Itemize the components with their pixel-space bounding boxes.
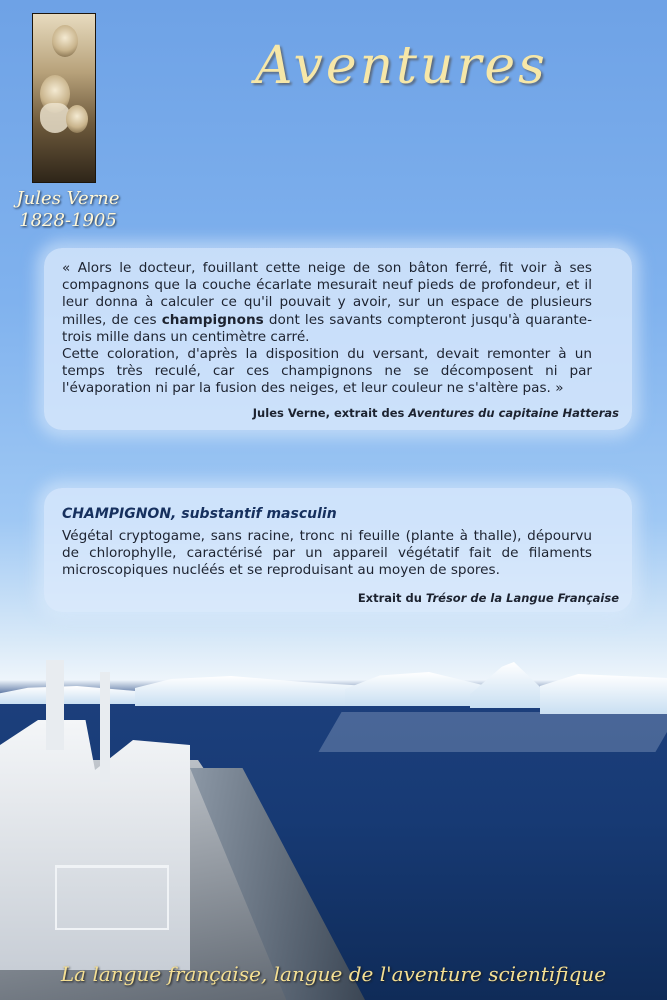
iceberg: [470, 662, 550, 708]
iceberg: [135, 676, 375, 706]
definition-source-prefix: Extrait du: [357, 591, 426, 605]
quote-source: [253, 406, 619, 420]
jules-verne-portrait: [32, 13, 96, 183]
ship-wake: [318, 712, 667, 752]
quote-bold-word: champignons: [161, 311, 264, 328]
iceberg: [345, 672, 485, 706]
ship-railing: [55, 865, 169, 930]
definition-heading: CHAMPIGNON, substantif masculin: [62, 506, 337, 522]
iceberg: [0, 686, 140, 704]
definition-source: [358, 591, 619, 605]
definition-source-title: Trésor de la Langue Française: [425, 591, 619, 605]
iceberg: [540, 674, 667, 714]
portrait-face-old: [66, 105, 88, 133]
quote-source-title: Aventures du capitaine Hatteras: [408, 406, 619, 420]
quote-part-2: dont les savants compteront jusqu'à quarante-trois mille dans un centimètre carré.: [62, 311, 592, 345]
author-caption: [8, 188, 128, 232]
author-dates: 1828-1905: [19, 210, 117, 231]
ship-mast: [46, 660, 64, 750]
ship-mast: [100, 672, 110, 782]
portrait-face-young: [52, 25, 78, 57]
quote-part-1: « Alors le docteur, fouillant cette neige de son bâton ferré, fit voir à ses compagnons que la couche écarlate mesurait neuf pieds de profondeur, et il leur donna à calculer ce qu'il pouvait y avoir, sur un espace de plusieurs milles, de ces: [62, 260, 592, 328]
definition-body: Végétal cryptogame, sans racine, tronc ni feuille (plante à thalle), dépourvu de chlorophylle, caractérisé par un appareil végétatif fait de filaments microscopiques nucléés et se reproduisant au moyen de spores.: [62, 528, 592, 579]
ship-superstructure: [0, 720, 190, 970]
author-name: Jules Verne: [16, 188, 120, 209]
quote-paragraph-2: Cette coloration, d'après la disposition du versant, devait remonter à un temps très reculé, car ces champignons ne se décomposent ni par l'évaporation ni par la fusion des neiges, et leur couleur ne s'altère pas. »: [62, 346, 592, 397]
page-title: Aventures: [255, 36, 548, 96]
quote-text: [62, 260, 592, 398]
footer-tagline: La langue française, langue de l'aventure scientifique: [60, 962, 607, 986]
quote-source-prefix: Jules Verne, extrait des: [252, 406, 409, 420]
